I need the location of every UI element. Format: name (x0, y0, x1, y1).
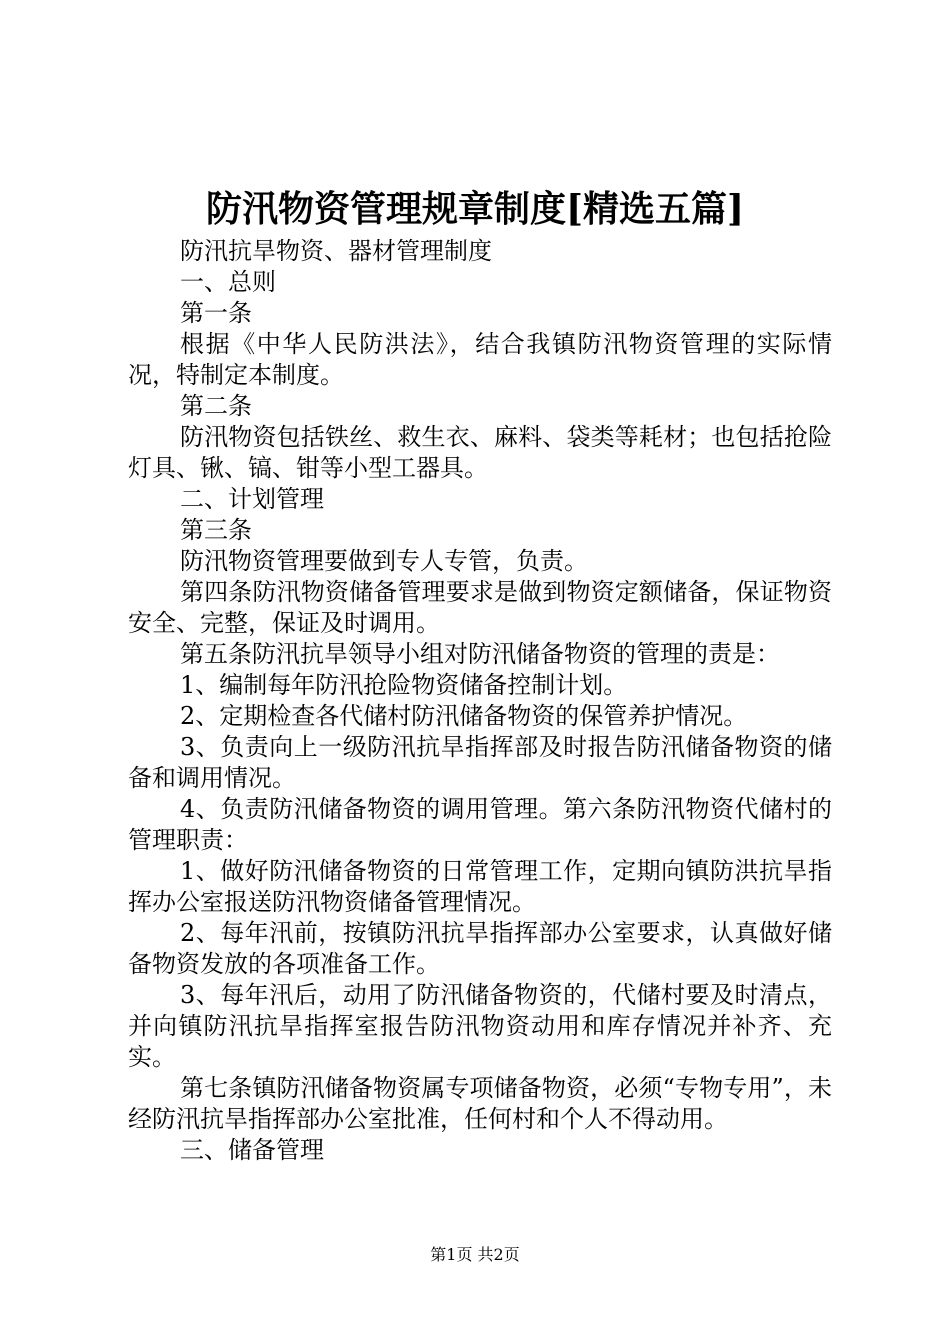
paragraph: 3、负责向上一级防汛抗旱指挥部及时报告防汛储备物资的储备和调用情况。 (128, 733, 832, 792)
paragraph: 根据《中华人民防洪法》，结合我镇防汛物资管理的实际情况，特制定本制度。 (128, 330, 832, 389)
paragraph: 第一条 (180, 299, 252, 327)
paragraph: 1、做好防汛储备物资的日常管理工作，定期向镇防洪抗旱指挥办公室报送防汛物资储备管理情况。 (128, 857, 832, 916)
paragraph: 4、负责防汛储备物资的调用管理。第六条防汛物资代储村的管理职责： (128, 795, 832, 854)
paragraph: 第四条防汛物资储备管理要求是做到物资定额储备，保证物资安全、完整，保证及时调用。 (128, 578, 832, 637)
paragraph: 防汛物资包括铁丝、救生衣、麻料、袋类等耗材；也包括抢险灯具、锹、镐、钳等小型工器具。 (128, 423, 832, 482)
document-body (128, 236, 832, 1166)
paragraph: 2、每年汛前，按镇防汛抗旱指挥部办公室要求，认真做好储备物资发放的各项准备工作。 (128, 919, 832, 978)
paragraph: 第三条 (180, 516, 252, 544)
paragraph: 三、储备管理 (180, 1136, 324, 1164)
paragraph: 二、计划管理 (180, 485, 324, 513)
paragraph: 3、每年汛后，动用了防汛储备物资的，代储村要及时清点，并向镇防汛抗旱指挥室报告防汛物资动用和库存情况并补齐、充实。 (128, 981, 832, 1071)
paragraph: 防汛物资管理要做到专人专管，负责。 (180, 547, 588, 575)
paragraph: 第五条防汛抗旱领导小组对防汛储备物资的管理的责是： (180, 640, 780, 668)
paragraph: 一、总则 (180, 268, 276, 296)
paragraph: 第七条镇防汛储备物资属专项储备物资，必须“专物专用”，未经防汛抗旱指挥部办公室批准，任何村和个人不得动用。 (128, 1074, 832, 1133)
paragraph: 1、编制每年防汛抢险物资储备控制计划。 (180, 671, 628, 699)
paragraph: 第二条 (180, 392, 252, 420)
paragraph: 2、定期检查各代储村防汛储备物资的保管养护情况。 (180, 702, 748, 730)
paragraph: 防汛抗旱物资、器材管理制度 (180, 237, 492, 265)
page-footer: 第1页 共2页 (430, 1245, 520, 1264)
document-title: 防汛物资管理规章制度[精选五篇] (205, 188, 745, 230)
